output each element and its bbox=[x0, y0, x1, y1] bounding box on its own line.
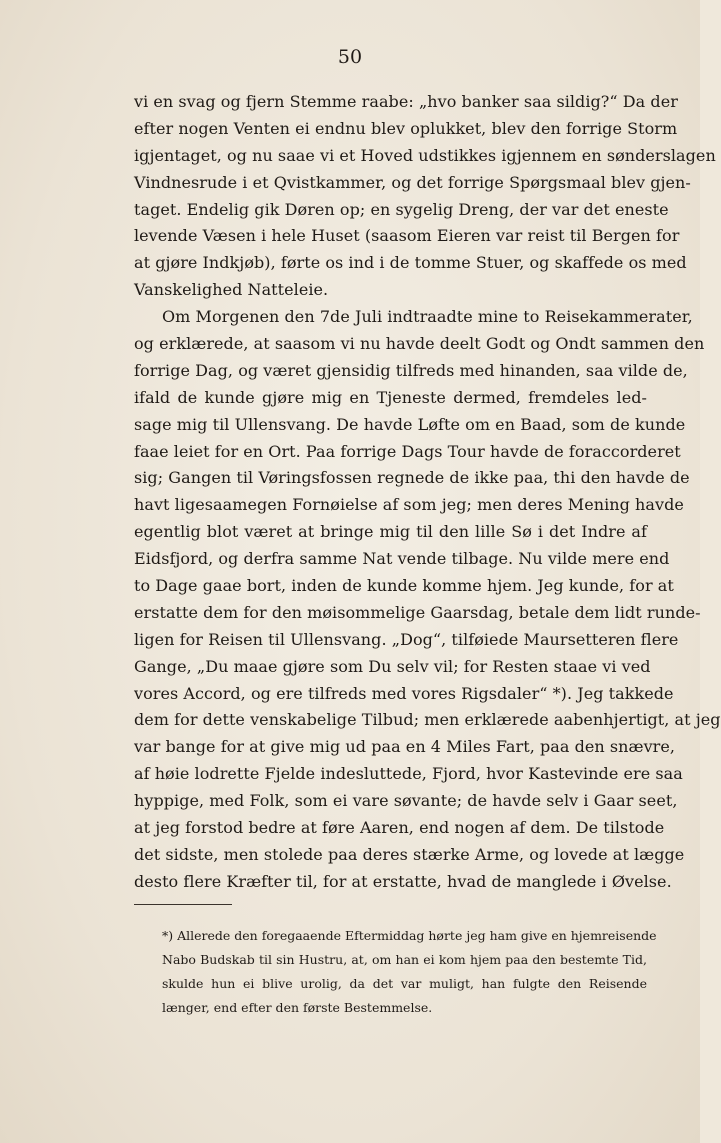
text-line: sig; Gangen til Vøringsfossen regnede de ikke paa, thi den havde de bbox=[134, 468, 690, 488]
text-line: forrige Dag, og været gjensidig tilfreds med hinanden, saa vilde de, bbox=[134, 360, 688, 380]
body-text bbox=[134, 89, 721, 896]
text-line: at gjøre Indkjøb), førte os ind i de tomme Stuer, og skaffede os med bbox=[134, 253, 687, 273]
text-line: to Dage gaae bort, inden de kunde komme hjem. Jeg kunde, for at bbox=[134, 576, 674, 596]
text-line: faae leiet for en Ort. Paa forrige Dags Tour havde de foraccorderet bbox=[134, 441, 681, 461]
text-line: dem for dette venskabelige Tilbud; men erklærede aabenhjertigt, at jeg bbox=[134, 710, 721, 730]
text-line: hyppige, med Folk, som ei vare søvante; de havde selv i Gaar seet, bbox=[134, 791, 678, 811]
footnote-divider bbox=[134, 904, 232, 905]
text-line: at jeg forstod bedre at føre Aaren, end nogen af dem. De tilstode bbox=[134, 818, 665, 838]
footnote bbox=[162, 924, 657, 1020]
footnote-line: *) Allerede den foregaaende Eftermiddag hørte jeg ham give en hjemreisende bbox=[162, 928, 657, 943]
text-line: af høie lodrette Fjelde indesluttede, Fjord, hvor Kastevinde ere saa bbox=[134, 764, 683, 784]
text-line: vores Accord, og ere tilfreds med vores Rigsdaler“ *). Jeg takkede bbox=[134, 683, 674, 703]
text-line: Vanskelighed Natteleie. bbox=[134, 280, 329, 300]
text-line: sage mig til Ullensvang. De havde Løfte om en Baad, som de kunde bbox=[134, 414, 686, 434]
text-line: Om Morgenen den 7de Juli indtraadte mine to Reisekammerater, bbox=[162, 307, 693, 327]
text-line: havt ligesaamegen Fornøielse af som jeg; men deres Mening havde bbox=[134, 495, 684, 515]
text-line: vi en svag og fjern Stemme raabe: „hvo banker saa sildig?“ Da der bbox=[134, 92, 678, 111]
text-line: ligen for Reisen til Ullensvang. „Dog“, tilføiede Maursetteren flere bbox=[134, 629, 679, 649]
text-line: desto flere Kræfter til, for at erstatte, hvad de manglede i Øvelse. bbox=[134, 871, 672, 891]
text-line: erstatte dem for den møisommelige Gaarsdag, betale dem lidt runde- bbox=[134, 602, 701, 622]
text-line: var bange for at give mig ud paa en 4 Miles Fart, paa den snævre, bbox=[134, 737, 676, 757]
text-line: igjentaget, og nu saae vi et Hoved udstikkes igjennem en sønderslagen bbox=[134, 145, 716, 165]
footnote-line: skulde hun ei blive urolig, da det var muligt, han fulgte den Reisende bbox=[162, 976, 647, 991]
footnote-line: længer, end efter den første Bestemmelse. bbox=[162, 1000, 433, 1015]
footnote-line: Nabo Budskab til sin Hustru, at, om han ei kom hjem paa den bestemte Tid, bbox=[162, 952, 647, 967]
text-line: egentlig blot været at bringe mig til den lille Sø i det Indre af bbox=[134, 522, 647, 542]
text-line: Eidsfjord, og derfra samme Nat vende tilbage. Nu vilde mere end bbox=[134, 549, 670, 569]
text-line: det sidste, men stolede paa deres stærke Arme, og lovede at lægge bbox=[134, 844, 685, 864]
text-line: levende Væsen i hele Huset (saasom Eieren var reist til Bergen for bbox=[134, 226, 680, 246]
text-line: og erklærede, at saasom vi nu havde deelt Godt og Ondt sammen den bbox=[134, 334, 705, 354]
page-number: 50 bbox=[337, 46, 363, 68]
text-line: taget. Endelig gik Døren op; en sygelig Dreng, der var det eneste bbox=[134, 199, 669, 219]
text-line: Vindnesrude i et Qvistkammer, og det forrige Spørgsmaal blev gjen- bbox=[134, 172, 691, 192]
text-line: efter nogen Venten ei endnu blev oplukket, blev den forrige Storm bbox=[134, 118, 678, 138]
text-line: ifald de kunde gjøre mig en Tjeneste dermed, fremdeles led- bbox=[134, 387, 647, 407]
text-line: Gange, „Du maae gjøre som Du selv vil; for Resten staae vi ved bbox=[134, 656, 651, 676]
